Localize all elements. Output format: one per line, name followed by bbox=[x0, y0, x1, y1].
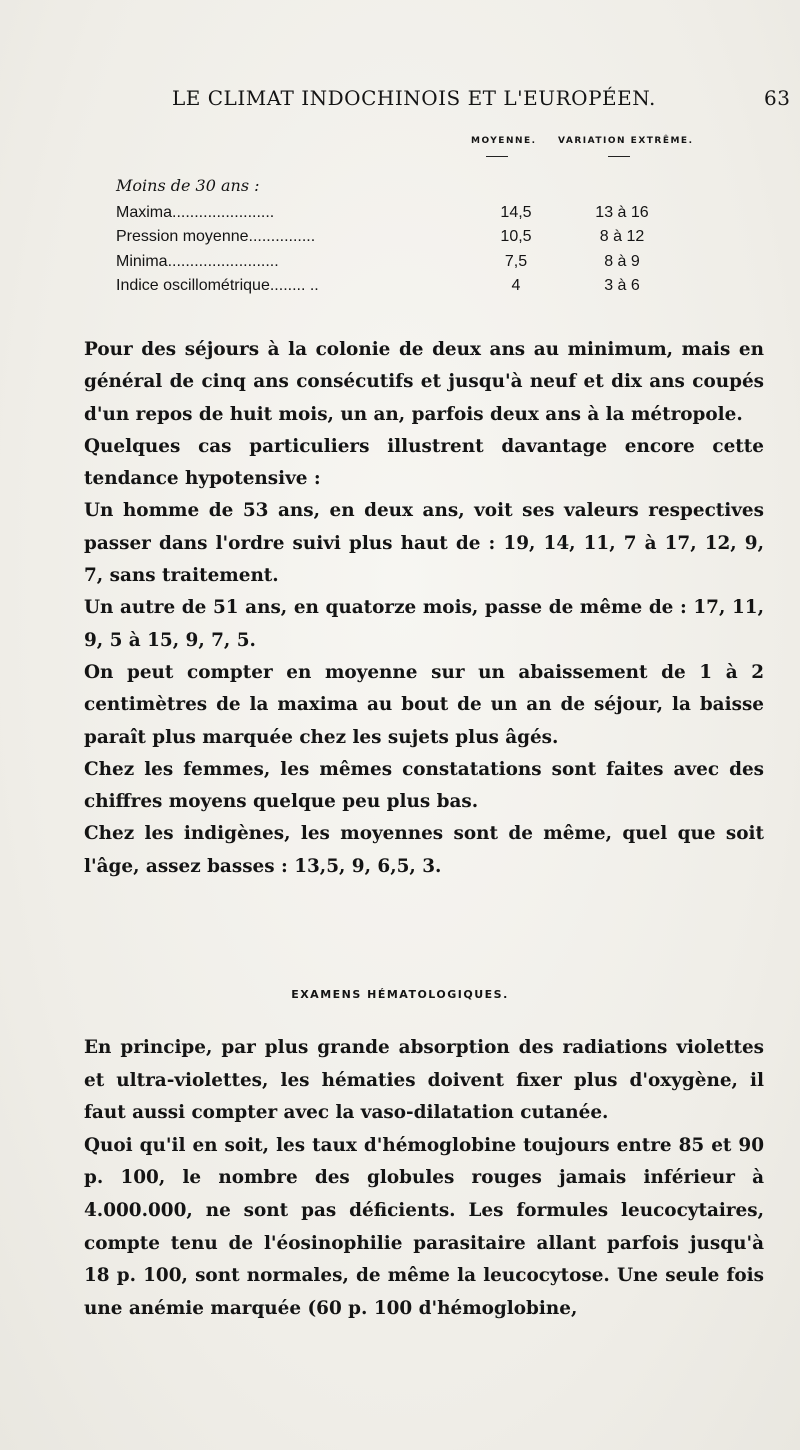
paragraph: Un autre de 51 ans, en quatorze mois, passe de même de : 17, 11, 9, 5 à 15, 9, 7, 5. bbox=[84, 597, 764, 651]
row-variation: 8 à 12 bbox=[599, 228, 645, 245]
row-moyenne: 10,5 bbox=[500, 228, 532, 245]
row-variation: 13 à 16 bbox=[595, 204, 649, 221]
table-row bbox=[116, 277, 716, 301]
paragraph: En principe, par plus grande absorption des radiations violettes et ultra-violettes, les hématies doivent fixer plus d'oxygène, il faut aussi compter avec la vaso-dilatation cutanée. bbox=[84, 1037, 764, 1124]
paragraph: Pour des séjours à la colonie de deux ans au minimum, mais en général de cinq ans consécutifs et jusqu'à neuf et dix ans coupés d'un repos de huit mois, un an, parfois deux ans à la métropole. bbox=[84, 339, 764, 425]
row-variation: 8 à 9 bbox=[604, 253, 640, 270]
paragraph: On peut compter en moyenne sur un abaissement de 1 à 2 centimètres de la maxima au bout de un an de séjour, la baisse paraît plus marquée chez les sujets plus âgés. bbox=[84, 661, 764, 748]
column-header-moyenne: MOYENNE. bbox=[471, 136, 537, 146]
row-label: Indice oscillométrique........ .. bbox=[116, 277, 319, 294]
row-variation: 3 à 6 bbox=[604, 277, 640, 294]
row-moyenne: 7,5 bbox=[504, 253, 528, 270]
column-dash-variation bbox=[608, 156, 630, 157]
paragraph: Chez les femmes, les mêmes constatations sont faites avec des chiffres moyens quelque peu plus bas. bbox=[84, 758, 764, 813]
paragraph: Chez les indigènes, les moyennes sont de même, quel que soit l'âge, assez basses : 13,5, 9, 6,5, 3. bbox=[84, 823, 764, 877]
body-text-block-2 bbox=[84, 1032, 764, 1325]
row-moyenne: 4 bbox=[511, 277, 521, 294]
page-number: 63 bbox=[764, 86, 791, 110]
column-header-variation: VARIATION EXTRÊME. bbox=[558, 136, 694, 146]
table-row bbox=[116, 253, 716, 277]
body-text-block-1 bbox=[84, 334, 764, 883]
section-heading: EXAMENS HÉMATOLOGIQUES. bbox=[291, 988, 509, 1001]
row-label: Maxima....................... bbox=[116, 204, 275, 221]
paragraph: Quelques cas particuliers illustrent davantage encore cette tendance hypotensive : bbox=[84, 435, 764, 490]
column-dash-moyenne bbox=[486, 156, 508, 157]
row-moyenne: 14,5 bbox=[500, 204, 532, 221]
paragraph: Un homme de 53 ans, en deux ans, voit ses valeurs respectives passer dans l'ordre suivi plus haut de : 19, 14, 11, 7 à 17, 12, 9, 7, sans traitement. bbox=[84, 500, 764, 587]
row-label: Minima......................... bbox=[116, 253, 279, 270]
row-label: Pression moyenne............... bbox=[116, 228, 316, 245]
table-row bbox=[116, 228, 716, 252]
table-row bbox=[116, 204, 716, 228]
paragraph: Quoi qu'il en soit, les taux d'hémoglobine toujours entre 85 et 90 p. 100, le nombre des globules rouges jamais inférieur à 4.000.000, ne sont pas déficients. Les formules leucocytaires, compte tenu de l'éosinophilie parasitaire allant parfois jusqu'à 18 p. 100, sont normales, de même la leucocytose. Une seule fois une anémie marquée (60 p. 100 d'hémoglobine, bbox=[84, 1134, 764, 1319]
running-title: LE CLIMAT INDOCHINOIS ET L'EUROPÉEN. bbox=[172, 86, 656, 110]
table-group-label: Moins de 30 ans : bbox=[116, 176, 260, 195]
